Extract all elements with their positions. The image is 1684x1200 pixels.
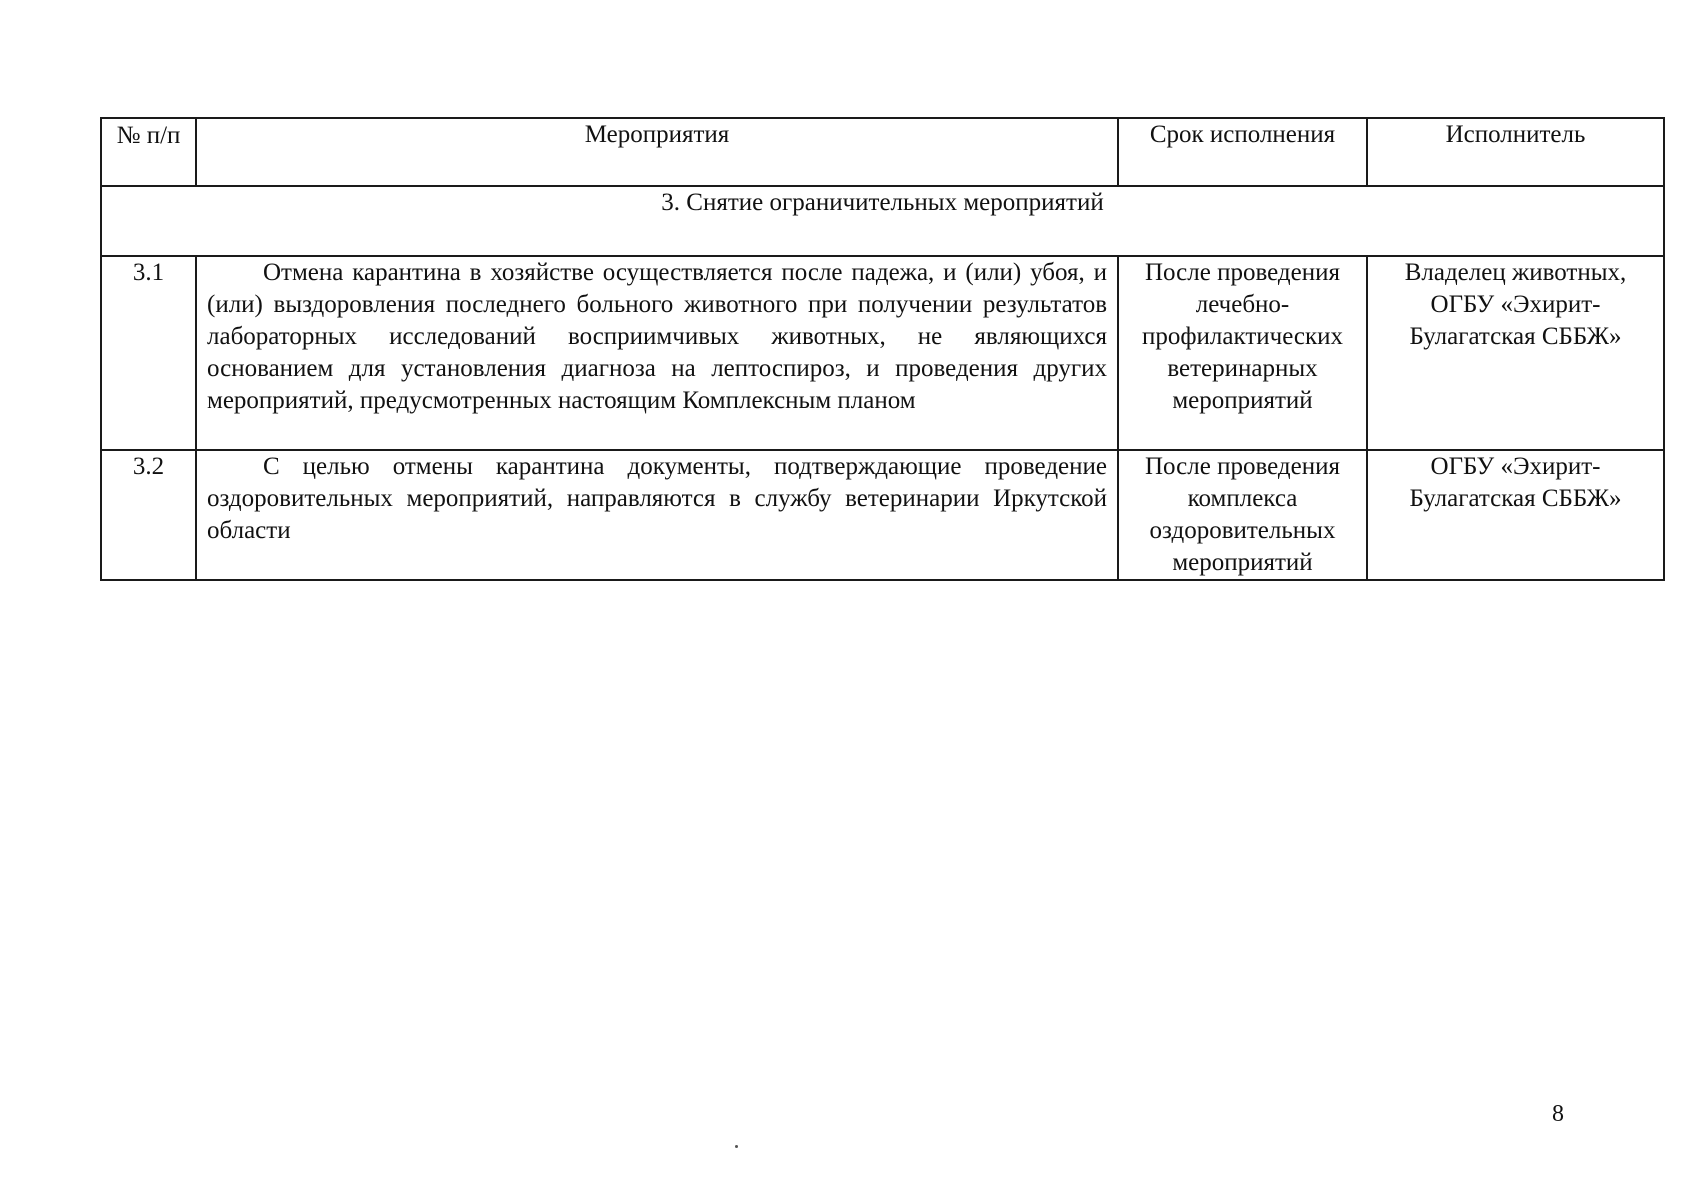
row-deadline: После проведения комплекса оздоровительных мероприятий — [1118, 450, 1367, 580]
row-activity — [196, 256, 1118, 450]
table-row — [101, 256, 1664, 450]
table-header-row — [101, 118, 1664, 186]
row-executor: ОГБУ «Эхирит-Булагатская СББЖ» — [1367, 450, 1664, 580]
row-executor: Владелец животных, ОГБУ «Эхирит-Булагатская СББЖ» — [1367, 256, 1664, 450]
header-activities: Мероприятия — [196, 118, 1118, 186]
row-activity-text: С целью отмены карантина документы, подтверждающие проведение оздоровительных мероприятий, направляются в службу ветеринарии Иркутской области — [207, 453, 1107, 544]
header-deadline: Срок исполнения — [1118, 118, 1367, 186]
header-number: № п/п — [101, 118, 196, 186]
row-number: 3.2 — [101, 450, 196, 580]
table-row — [101, 450, 1664, 580]
row-activity-text: Отмена карантина в хозяйстве осуществляется после падежа, и (или) убоя, и (или) выздоровления последнего больного животного при получении результатов лабораторных исследований восприимчивых животных, не являющихся основанием для установления диагноза на лептоспироз, и проведения других мероприятий, предусмотренных настоящим Комплексным планом — [207, 259, 1107, 414]
measures-table — [100, 117, 1665, 581]
scan-speck — [735, 1145, 738, 1148]
row-activity — [196, 450, 1118, 580]
row-deadline: После проведения лечебно-профилактических ветеринарных мероприятий — [1118, 256, 1367, 450]
row-number: 3.1 — [101, 256, 196, 450]
header-executor: Исполнитель — [1367, 118, 1664, 186]
section-title: 3. Снятие ограничительных мероприятий — [101, 186, 1664, 256]
page-number: 8 — [1552, 1101, 1564, 1127]
section-row — [101, 186, 1664, 256]
